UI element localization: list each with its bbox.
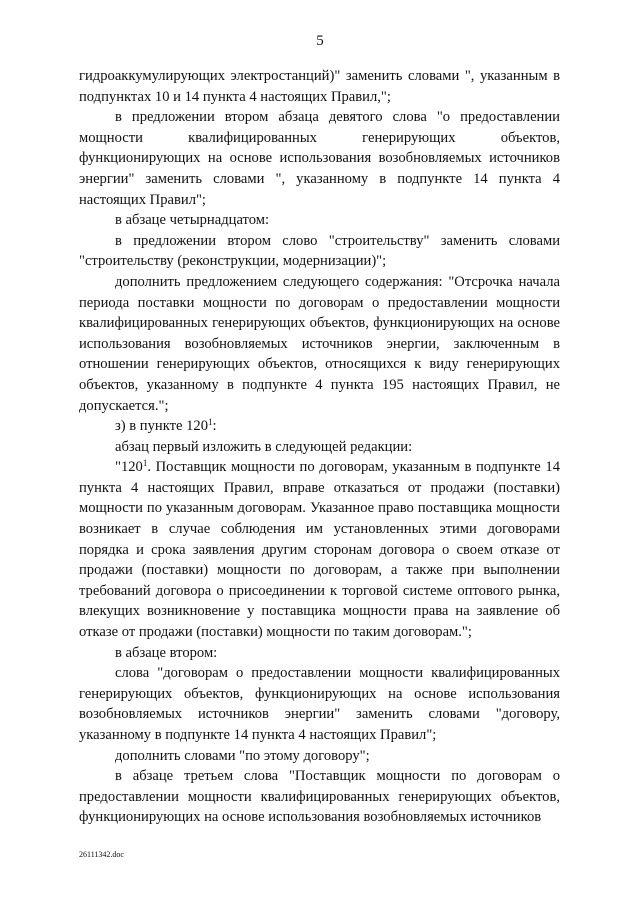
paragraph-3: в абзаце четырнадцатом: bbox=[115, 212, 270, 229]
superscript: 1 bbox=[142, 458, 148, 469]
paragraph-12: в абзаце третьем слова "Поставщик мощности по договорам о предоставлении мощности квалифицированных генерирующих объектов, функционирующих на основе использования возобновляемых источников bbox=[79, 768, 560, 826]
paragraph-8-pre: "120 bbox=[115, 459, 143, 476]
paragraph-9: в абзаце втором: bbox=[115, 644, 218, 661]
paragraph-6-post: : bbox=[212, 418, 217, 435]
paragraph-6-pre: з) в пункте 120 bbox=[115, 418, 209, 435]
superscript: 1 bbox=[208, 417, 213, 428]
paragraph-11: дополнить словами "по этому договору"; bbox=[115, 747, 370, 764]
paragraph-5: дополнить предложением следующего содержания: "Отсрочка начала периода поставки мощности по договорам о предоставлении мощности квалифицированных генерирующих объектов, функционирующих на основе использования возобновляемых источников энергии, заключенным в отношении генерирующих объектов, относящихся к виду генерирующих объектов, указанному в подпункте 4 пункта 195 настоящих Правил, не допускается."; bbox=[79, 273, 560, 414]
paragraph-7: абзац первый изложить в следующей редакции: bbox=[115, 438, 413, 455]
document-body bbox=[79, 66, 560, 828]
paragraph-10: слова "договорам о предоставлении мощности квалифицированных генерирующих объектов, функционирующих на основе использования возобновляемых источников энергии" заменить словами "договору, указанному в подпункте 14 пункта 4 настоящих Правил"; bbox=[79, 665, 560, 743]
paragraph-2: в предложении втором абзаца девятого слова "о предоставлении мощности квалифицированных генерирующих объектов, функционирующих на основе использования возобновляемых источников энергии" заменить словами ", указанному в подпункте 14 пункта 4 настоящих Правил"; bbox=[79, 109, 560, 208]
page-number: 5 bbox=[316, 33, 324, 49]
paragraph-4: в предложении втором слово "строительству" заменить словами "строительству (реконструкции, модернизации)"; bbox=[79, 232, 560, 270]
paragraph-6 bbox=[79, 416, 560, 437]
paragraph-8-post: . Поставщик мощности по договорам, указанным в подпункте 14 пункта 4 настоящих Правил, вправе отказаться от продажи (поставки) мощности по указанным договорам. Указанное право поставщика мощности возникает в случае соблюдения им установленных этими договорами порядка и срока заявления другим сторонам договора о своем отказе от продажи (поставки) мощности по договорам, а также при выполнении требований договора о присоединении к торговой системе оптового рынка, влекущих возникновение у поставщика мощности права на заявление об отказе от продажи (поставки) мощности по таким договорам."; bbox=[79, 459, 560, 641]
paragraph-1: гидроаккумулирующих электростанций)" заменить словами ", указанным в подпунктах 10 и 14 пункта 4 настоящих Правил,"; bbox=[79, 68, 560, 105]
paragraph-8 bbox=[79, 457, 560, 642]
footer-filename: 26111342.doc bbox=[79, 850, 124, 859]
